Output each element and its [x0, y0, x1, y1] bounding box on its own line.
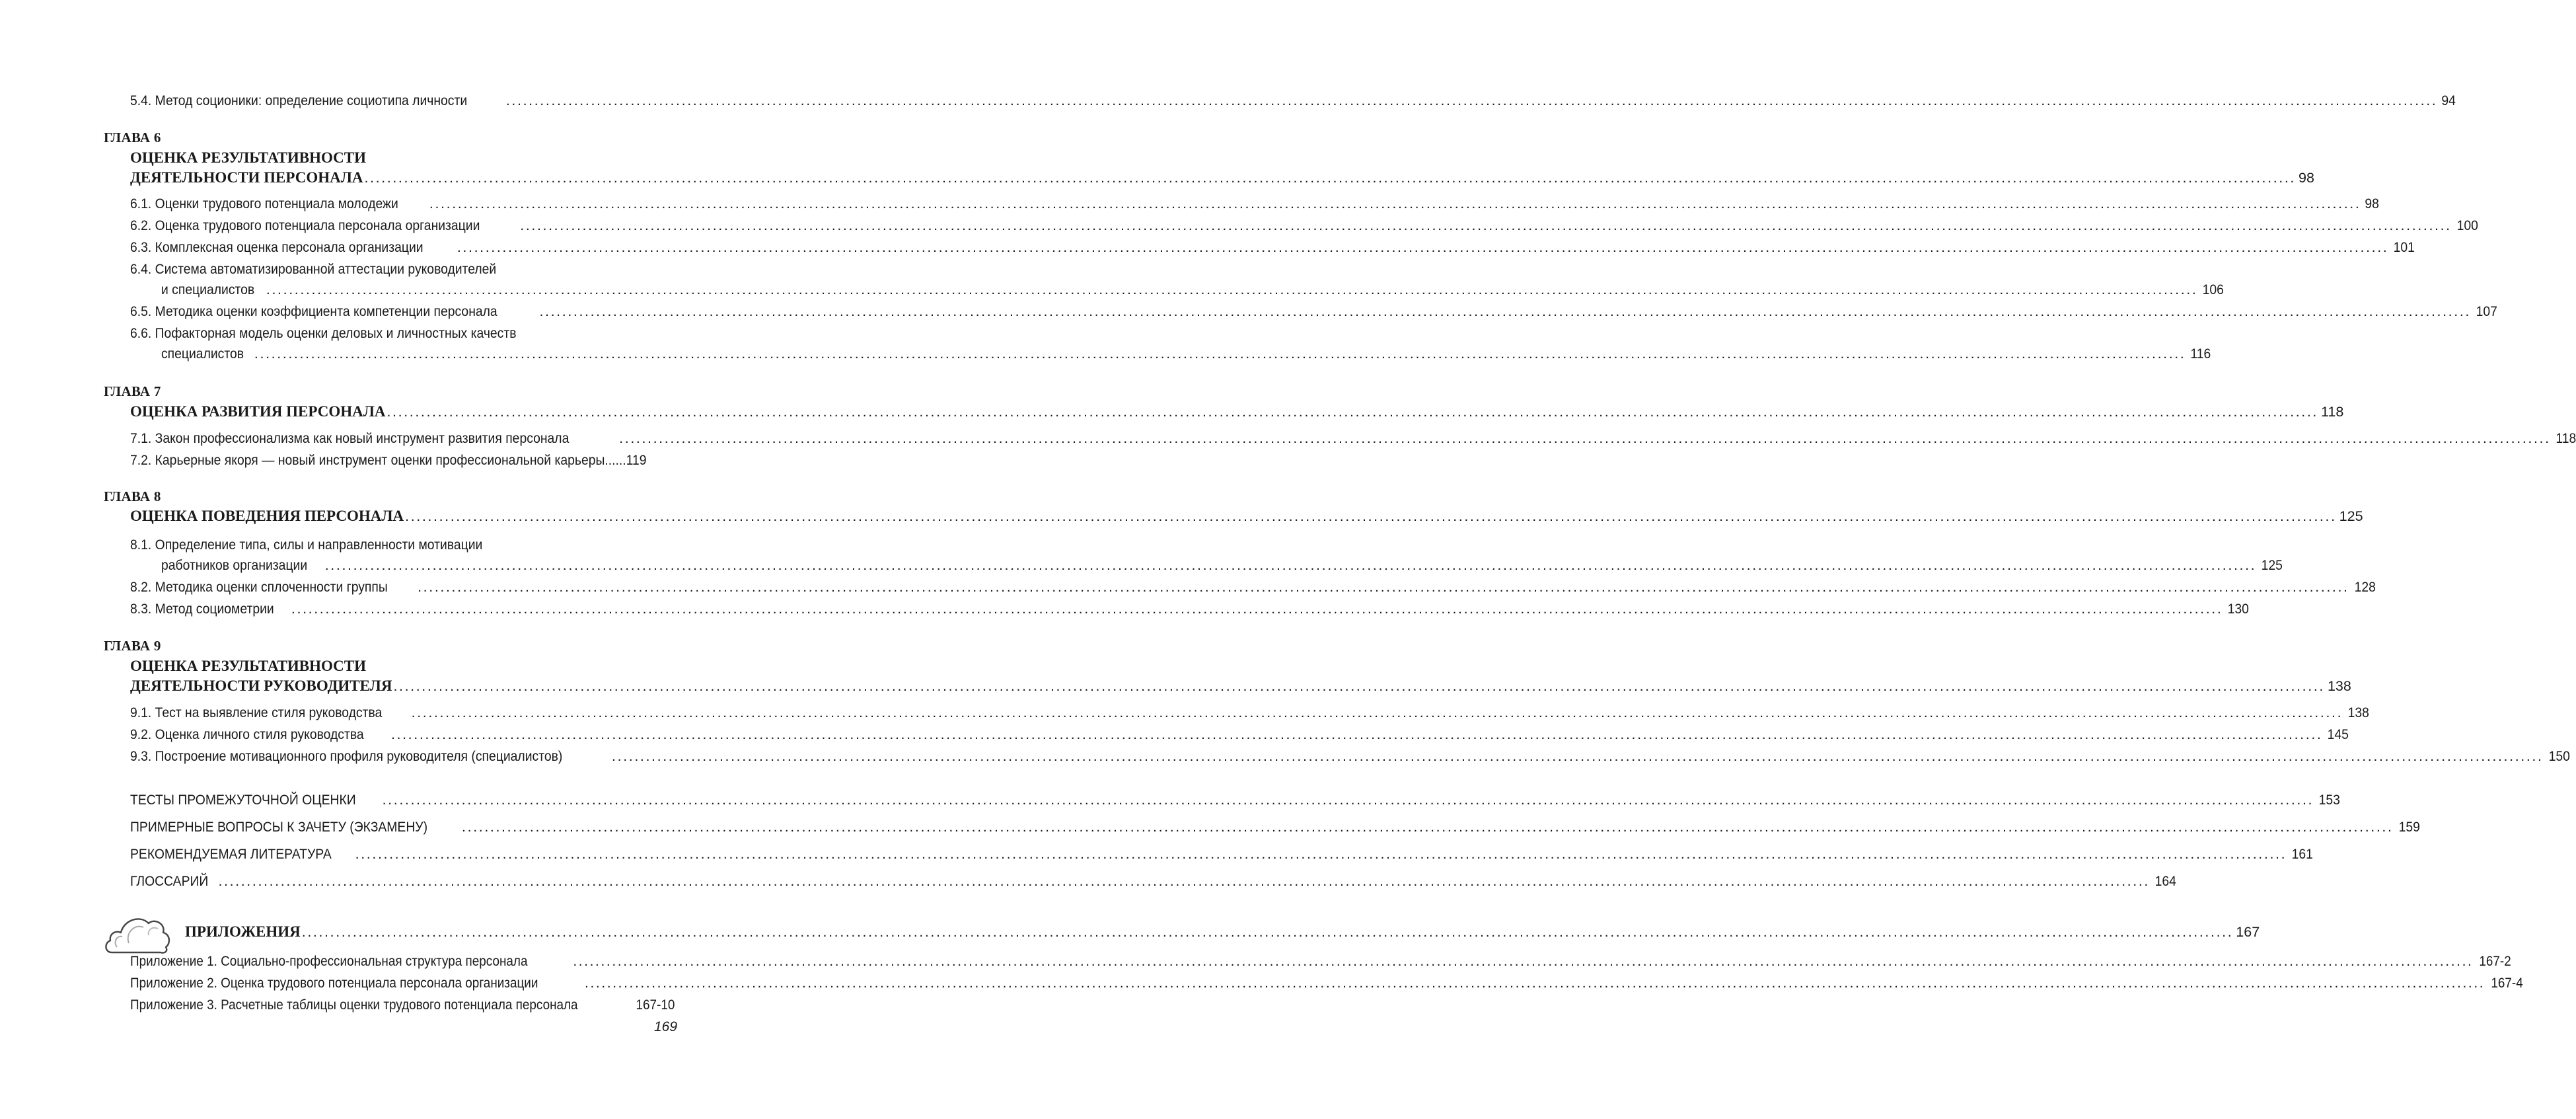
toc-item-8-2[interactable] [130, 579, 2376, 596]
chapter-7-title: ОЦЕНКА РАЗВИТИЯ ПЕРСОНАЛА [130, 403, 386, 420]
toc-item-page: 153 [2318, 792, 2341, 808]
toc-item-label: ПРИМЕРНЫЕ ВОПРОСЫ К ЗАЧЕТУ (ЭКЗАМЕНУ) [130, 819, 428, 835]
dot-leader [505, 93, 2438, 109]
dot-leader [571, 954, 2473, 970]
chapter-6-label: ГЛАВА 6 [104, 130, 161, 145]
chapter-9-label: ГЛАВА 9 [104, 638, 161, 654]
dot-leader [253, 346, 2186, 362]
dot-leader [354, 846, 2287, 863]
chapter-8-page: 125 [2339, 508, 2363, 524]
toc-item-6-3[interactable] [130, 239, 2415, 256]
toc-item-8-1-line1[interactable] [130, 537, 522, 553]
toc-item-7-2[interactable] [130, 452, 704, 469]
chapter-9-title-line2: ДЕЯТЕЛЬНОСТИ РУКОВОДИТЕЛЯ [130, 677, 392, 694]
toc-item-page: 159 [2398, 819, 2420, 835]
toc-item-page: 130 [2228, 601, 2250, 617]
toc-item-page: 161 [2291, 846, 2314, 862]
toc-item-label: Приложение 2. Оценка трудового потенциала персонала организации [130, 976, 538, 991]
toc-item-label: 9.1. Тест на выявление стиля руководства [130, 705, 383, 720]
toc-item-9-1[interactable] [130, 705, 2370, 721]
chapter-6-title-row[interactable] [130, 169, 2314, 186]
dot-leader [538, 303, 2471, 320]
toc-item-page: 167-4 [2491, 976, 2523, 991]
dot-leader [519, 217, 2452, 234]
toc-item-page: 125 [2261, 557, 2283, 573]
toc-item-label: ГЛОССАРИЙ [130, 873, 209, 889]
dot-leader [381, 792, 2314, 808]
toc-item-page: 107 [2476, 303, 2497, 319]
toc-item-label: 6.1. Оценки трудового потенциала молодежи [130, 196, 398, 212]
chapter-9-title-line1: ОЦЕНКА РЕЗУЛЬТАТИВНОСТИ [130, 658, 367, 674]
toc-item-8-3[interactable] [130, 601, 2250, 617]
dot-leader [410, 705, 2343, 721]
toc-item-6-5[interactable] [130, 303, 2497, 320]
appendix-item-2[interactable] [130, 976, 2523, 991]
chapter-6-title-line1: ОЦЕНКА РЕЗУЛЬТАТИВНОСТИ [130, 149, 367, 166]
toc-item-label: 8.3. Метод социометрии [130, 601, 274, 617]
chapter-7-label: ГЛАВА 7 [104, 383, 161, 399]
toc-item-label: РЕКОМЕНДУЕМАЯ ЛИТЕРАТУРА [130, 846, 332, 862]
dot-leader [301, 924, 2234, 941]
toc-item-9-2[interactable] [130, 726, 2349, 743]
dot-leader [217, 873, 2150, 890]
dot-leader [610, 748, 2544, 765]
toc-item-page: 167-10 [636, 997, 675, 1013]
appendix-page: 167 [2236, 924, 2260, 940]
toc-item-label: 9.2. Оценка личного стиля руководства [130, 726, 364, 742]
appendix-item-3[interactable] [130, 997, 675, 1013]
dot-leader [583, 976, 2485, 991]
toc-item-9-3[interactable] [130, 748, 2570, 765]
toc-item-label: 8.1. Определение типа, силы и направленности мотивации [130, 537, 483, 553]
toc-item-label: 6.3. Комплексная оценка персонала организации [130, 239, 423, 255]
cloud-icon [102, 909, 172, 955]
dot-leader [385, 404, 2318, 420]
dot-leader [290, 601, 2223, 617]
toc-item-page: 145 [2328, 726, 2349, 742]
toc-item-label: ТЕСТЫ ПРОМЕЖУТОЧНОЙ ОЦЕНКИ [130, 792, 356, 808]
toc-item-page: 94 [2441, 93, 2456, 108]
toc-item-label: Приложение 3. Расчетные таблицы оценки трудового потенциала персонала [130, 997, 578, 1013]
toc-item-label: 6.2. Оценка трудового потенциала персонала организации [130, 217, 480, 233]
dot-leader [265, 282, 2198, 298]
dot-leader [618, 430, 2551, 447]
toc-item-page: 138 [2347, 705, 2370, 720]
chapter-6-page: 98 [2299, 170, 2314, 186]
toc-item-7-1[interactable] [130, 430, 2576, 447]
toc-item-page: 101 [2393, 239, 2415, 255]
toc-extra-glossary[interactable] [130, 873, 2176, 890]
dot-leader [390, 726, 2323, 743]
toc-item-label: 6.5. Методика оценки коэффициента компетенции персонала [130, 303, 497, 319]
toc-item-label: 8.2. Методика оценки сплоченности группы [130, 579, 388, 595]
toc-item-label: 7.1. Закон профессионализма как новый инструмент развития персонала [130, 430, 570, 446]
toc-extra-tests[interactable] [130, 792, 2341, 808]
dot-leader [392, 678, 2325, 695]
toc-item-page: 167-2 [2479, 954, 2512, 969]
toc-item-page: 128 [2354, 579, 2376, 595]
toc-extra-literature[interactable] [130, 846, 2314, 863]
chapter-7-title-row[interactable] [130, 403, 2344, 420]
toc-extra-exam-questions[interactable] [130, 819, 2420, 835]
toc-item-label: 5.4. Метод соционики: определение социотипа личности [130, 93, 468, 108]
chapter-7-page: 118 [2321, 404, 2344, 420]
toc-item-6-1[interactable] [130, 196, 2380, 212]
dot-leader [460, 819, 2394, 835]
toc-item-6-6-line1[interactable] [130, 325, 559, 342]
toc-item-8-1[interactable] [161, 557, 2283, 574]
dot-leader [416, 579, 2349, 596]
toc-item-page: 98 [2365, 196, 2380, 212]
dot-leader [363, 170, 2296, 186]
chapter-9-title-row[interactable] [130, 677, 2351, 695]
toc-item-6-4[interactable] [161, 282, 2225, 298]
toc-item-page: 100 [2456, 217, 2478, 233]
dot-leader [428, 196, 2361, 212]
toc-item-label-continued: специалистов [161, 346, 244, 362]
page-number: 169 [654, 1019, 678, 1034]
dot-leader [324, 557, 2257, 574]
toc-item-6-4-line1[interactable] [130, 261, 537, 278]
chapter-6-title-line2: ДЕЯТЕЛЬНОСТИ ПЕРСОНАЛА [130, 169, 363, 186]
toc-item-page: 118 [2556, 430, 2576, 446]
chapter-9-page: 138 [2327, 678, 2351, 694]
dot-leader [456, 239, 2389, 256]
toc-item-page: 116 [2190, 346, 2211, 362]
toc-item-page: 150 [2548, 748, 2570, 764]
toc-item-label: 7.2. Карьерные якоря — новый инструмент оценки профессиональной карьеры......119 [130, 452, 647, 468]
toc-item-page: 164 [2154, 873, 2176, 889]
toc-item-label-continued: работников организации [161, 557, 308, 573]
dot-leader [404, 508, 2337, 525]
chapter-8-title: ОЦЕНКА ПОВЕДЕНИЯ ПЕРСОНАЛА [130, 508, 404, 524]
appendix-title: ПРИЛОЖЕНИЯ [185, 923, 301, 940]
chapter-8-label: ГЛАВА 8 [104, 488, 161, 504]
dot-leader [628, 997, 629, 1013]
chapter-8-title-row[interactable] [130, 508, 2363, 525]
toc-item-6-2[interactable] [130, 217, 2478, 234]
toc-item-label: Приложение 1. Социально-профессиональная структура персонала [130, 954, 528, 969]
toc-item-label: 6.4. Система автоматизированной аттестации руководителей [130, 261, 497, 277]
appendix-title-row[interactable] [185, 923, 2260, 941]
toc-item-label: 6.6. Пофакторная модель оценки деловых и личностных качеств [130, 325, 517, 341]
toc-item-6-6[interactable] [161, 346, 2211, 362]
toc-item-label: 9.3. Построение мотивационного профиля руководителя (специалистов) [130, 748, 563, 764]
toc-item-page: 106 [2203, 282, 2225, 297]
toc-item-5-4[interactable] [130, 93, 2456, 109]
appendix-item-1[interactable] [130, 954, 2512, 970]
toc-item-label-continued: и специалистов [161, 282, 255, 297]
